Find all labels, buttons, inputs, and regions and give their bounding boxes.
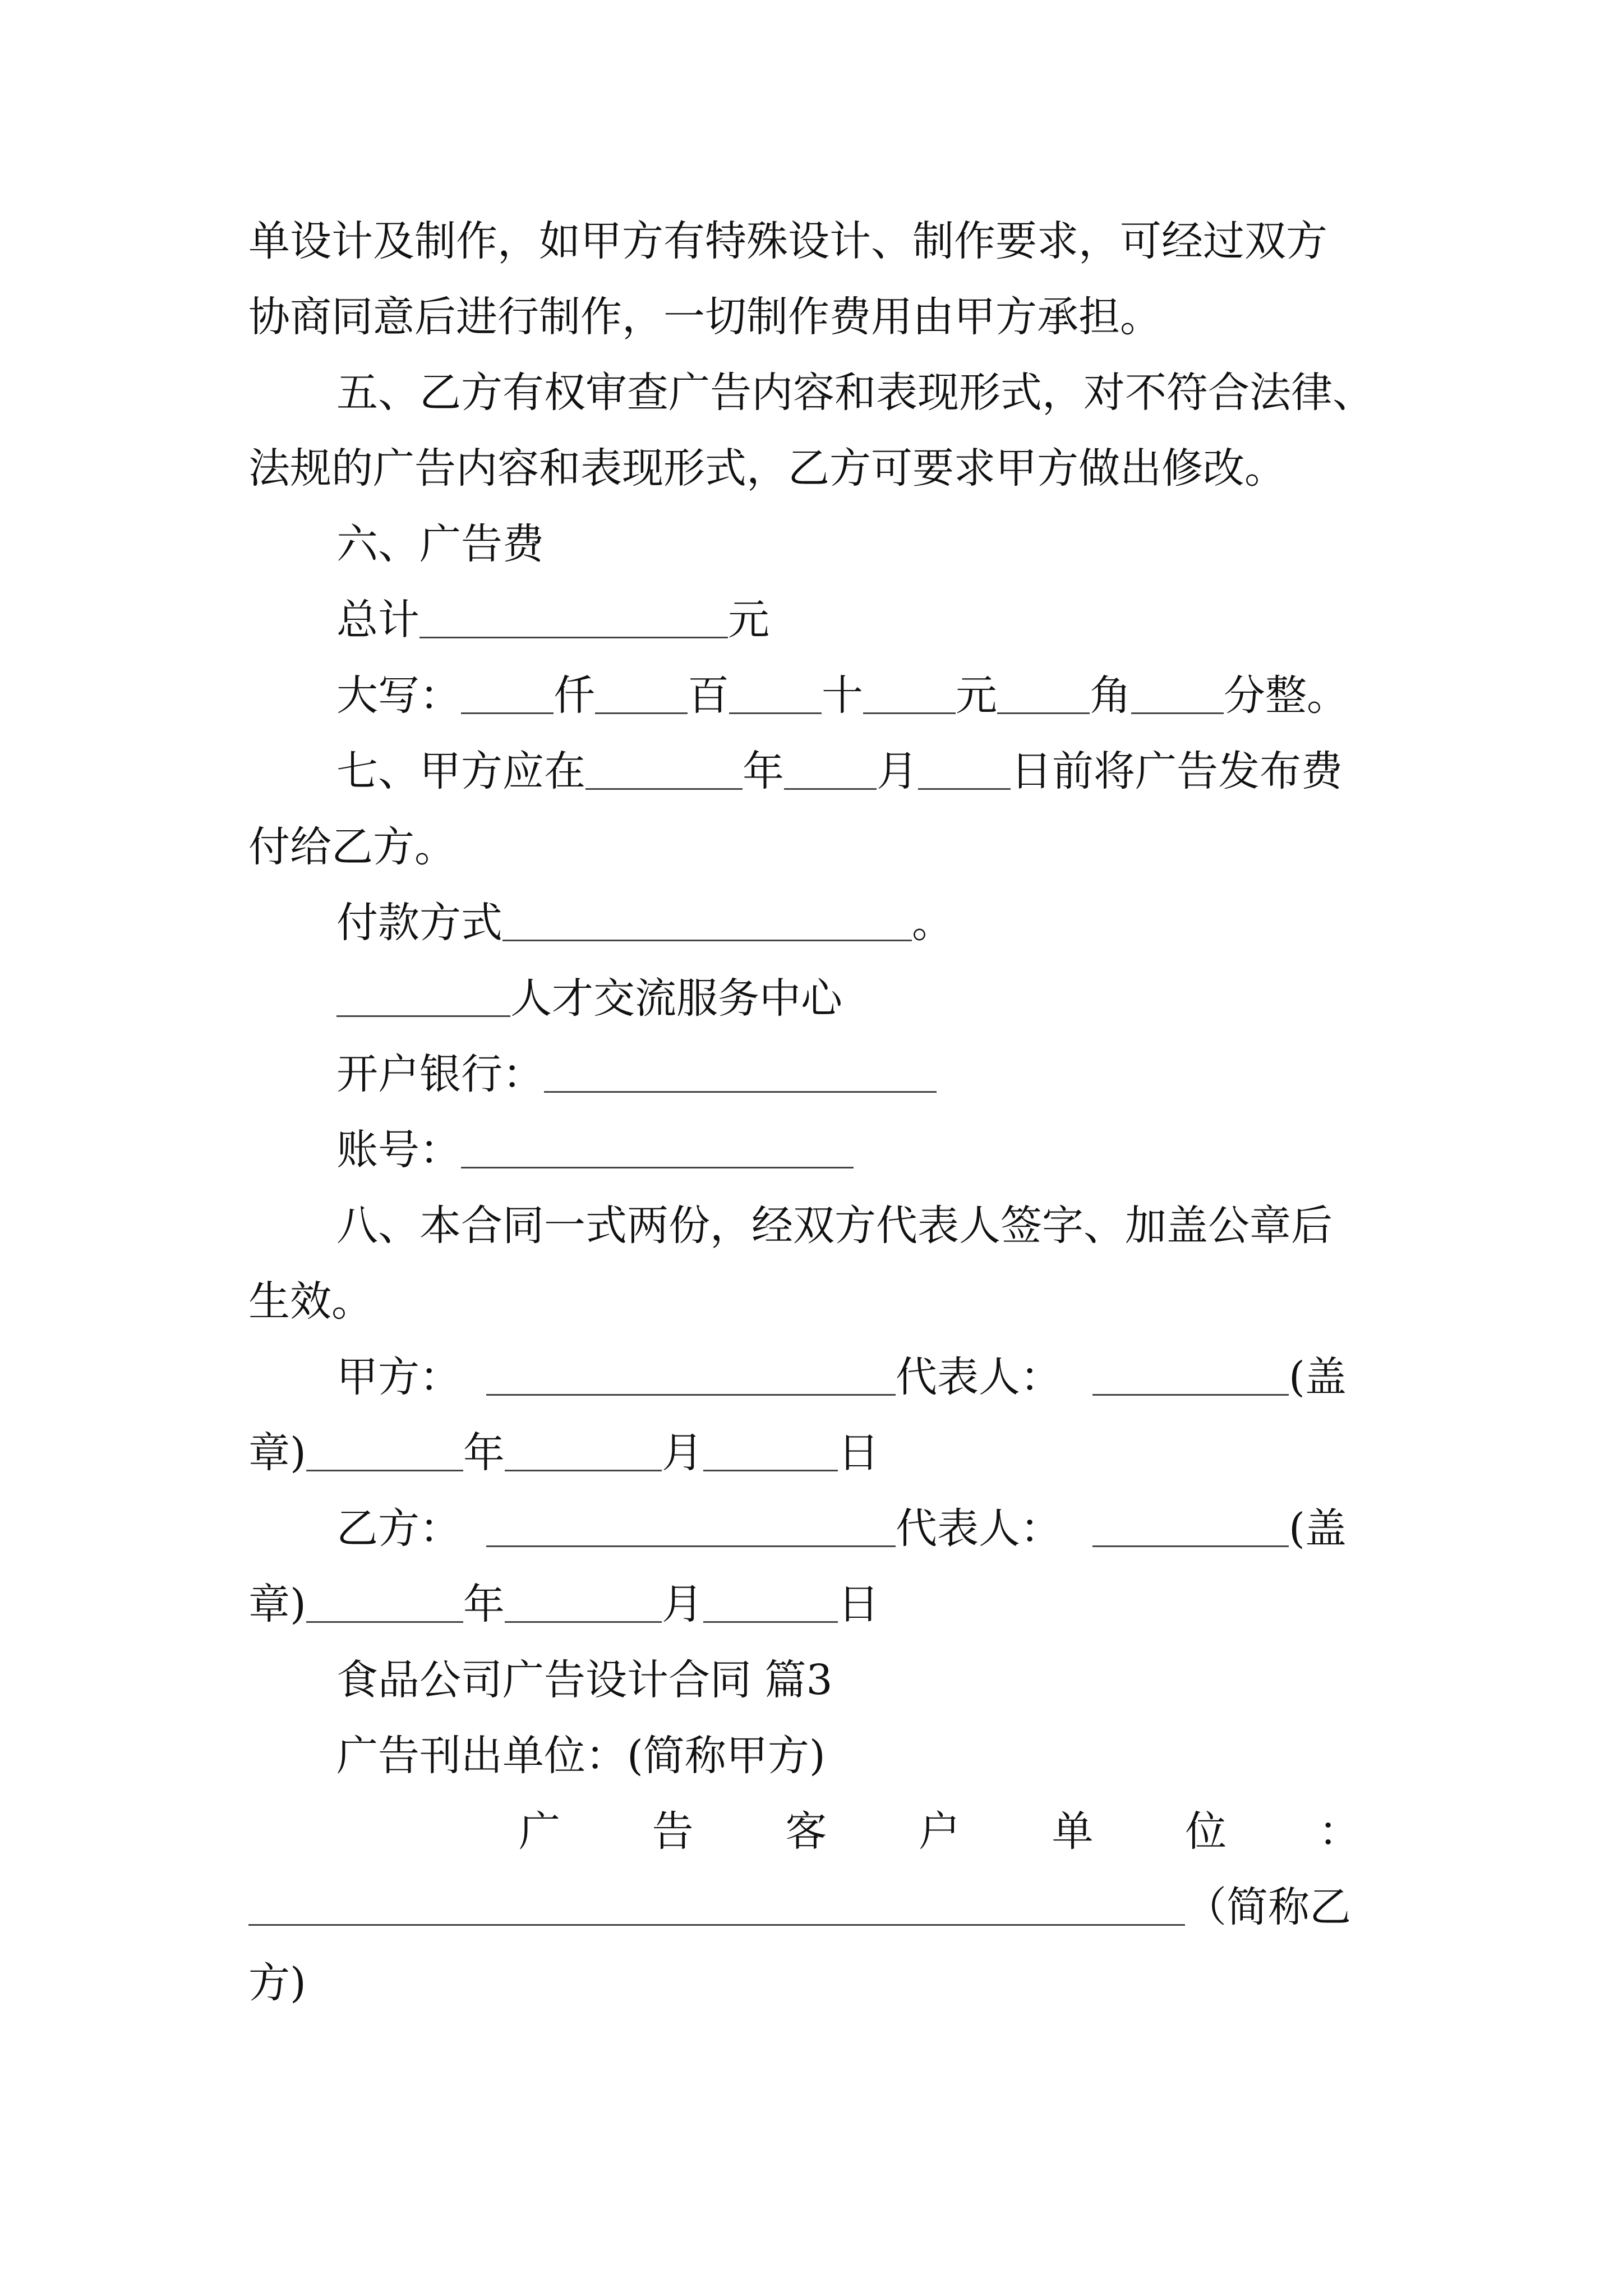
day-blank xyxy=(703,1430,838,1471)
party-a-date-line: 章) 年 月 日 xyxy=(248,1429,879,1477)
party-b-signature-line: 乙方： 代表人： (盖 xyxy=(336,1504,1347,1553)
party-a-blank xyxy=(486,1355,896,1396)
amount-blank xyxy=(997,673,1090,714)
year-blank xyxy=(306,1582,463,1623)
advertiser-blank xyxy=(248,1885,1185,1926)
month-blank xyxy=(505,1430,662,1471)
representative-blank xyxy=(1092,1506,1289,1547)
text-line: 方) xyxy=(248,1959,306,2007)
section-heading: 六、广告费 xyxy=(336,520,544,568)
text-line: 八、本合同一式两份，经双方代表人签字、加盖公章后 xyxy=(336,1202,1332,1250)
payment-method-line: 付款方式 。 xyxy=(336,899,953,947)
account-line: 账号： xyxy=(336,1122,1381,1178)
total-line: 总计 元 xyxy=(336,596,769,644)
publisher-line: 广告刊出单位：(简称甲方) xyxy=(336,1732,826,1780)
day-blank xyxy=(703,1582,838,1623)
text-line: 生效。 xyxy=(248,1277,373,1326)
advertiser-label-line: 广 告 客 户 单 位 ： xyxy=(519,1807,1360,1856)
text-line: 五、乙方有权审查广告内容和表现形式，对不符合法律、 xyxy=(336,369,1374,417)
payment-method-blank xyxy=(502,900,912,941)
year-blank xyxy=(585,749,743,790)
year-blank xyxy=(306,1430,463,1471)
bank-line: 开户银行： xyxy=(336,1046,1381,1102)
advertiser-blank-line xyxy=(248,1879,1381,1935)
party-b-date-line: 章) 年 月 日 xyxy=(248,1580,879,1628)
month-blank xyxy=(505,1582,662,1623)
bank-blank xyxy=(544,1052,937,1093)
day-blank xyxy=(918,749,1011,790)
payment-date-line: 七、甲方应在 年 月 日前将广告发布费 xyxy=(336,747,1343,795)
account-blank xyxy=(461,1128,854,1168)
text-line: 付给乙方。 xyxy=(248,823,456,871)
month-blank xyxy=(784,749,877,790)
payee-blank xyxy=(336,976,510,1017)
party-a-signature-line: 甲方： 代表人： (盖 xyxy=(336,1353,1347,1401)
amount-blank xyxy=(1131,673,1224,714)
amount-blank xyxy=(729,673,822,714)
text-line: 协商同意后进行制作，一切制作费用由甲方承担。 xyxy=(248,293,1161,341)
representative-blank xyxy=(1092,1355,1289,1396)
amount-blank xyxy=(461,673,554,714)
party-b-blank xyxy=(486,1506,896,1547)
text-line: 法规的广告内容和表现形式，乙方可要求甲方做出修改。 xyxy=(248,444,1286,493)
abbr-label: （简称乙 xyxy=(1185,1883,1351,1931)
amount-blank xyxy=(863,673,956,714)
amount-in-words-line: 大写： 仟 百 十 元 角 分整。 xyxy=(336,671,1348,720)
section-title: 食品公司广告设计合同 篇3 xyxy=(336,1656,833,1704)
amount-blank xyxy=(595,673,688,714)
text-line: 单设计及制作，如甲方有特殊设计、制作要求，可经过双方 xyxy=(248,217,1327,265)
total-blank xyxy=(419,597,728,638)
payee-line: 人才交流服务中心 xyxy=(336,970,1381,1027)
